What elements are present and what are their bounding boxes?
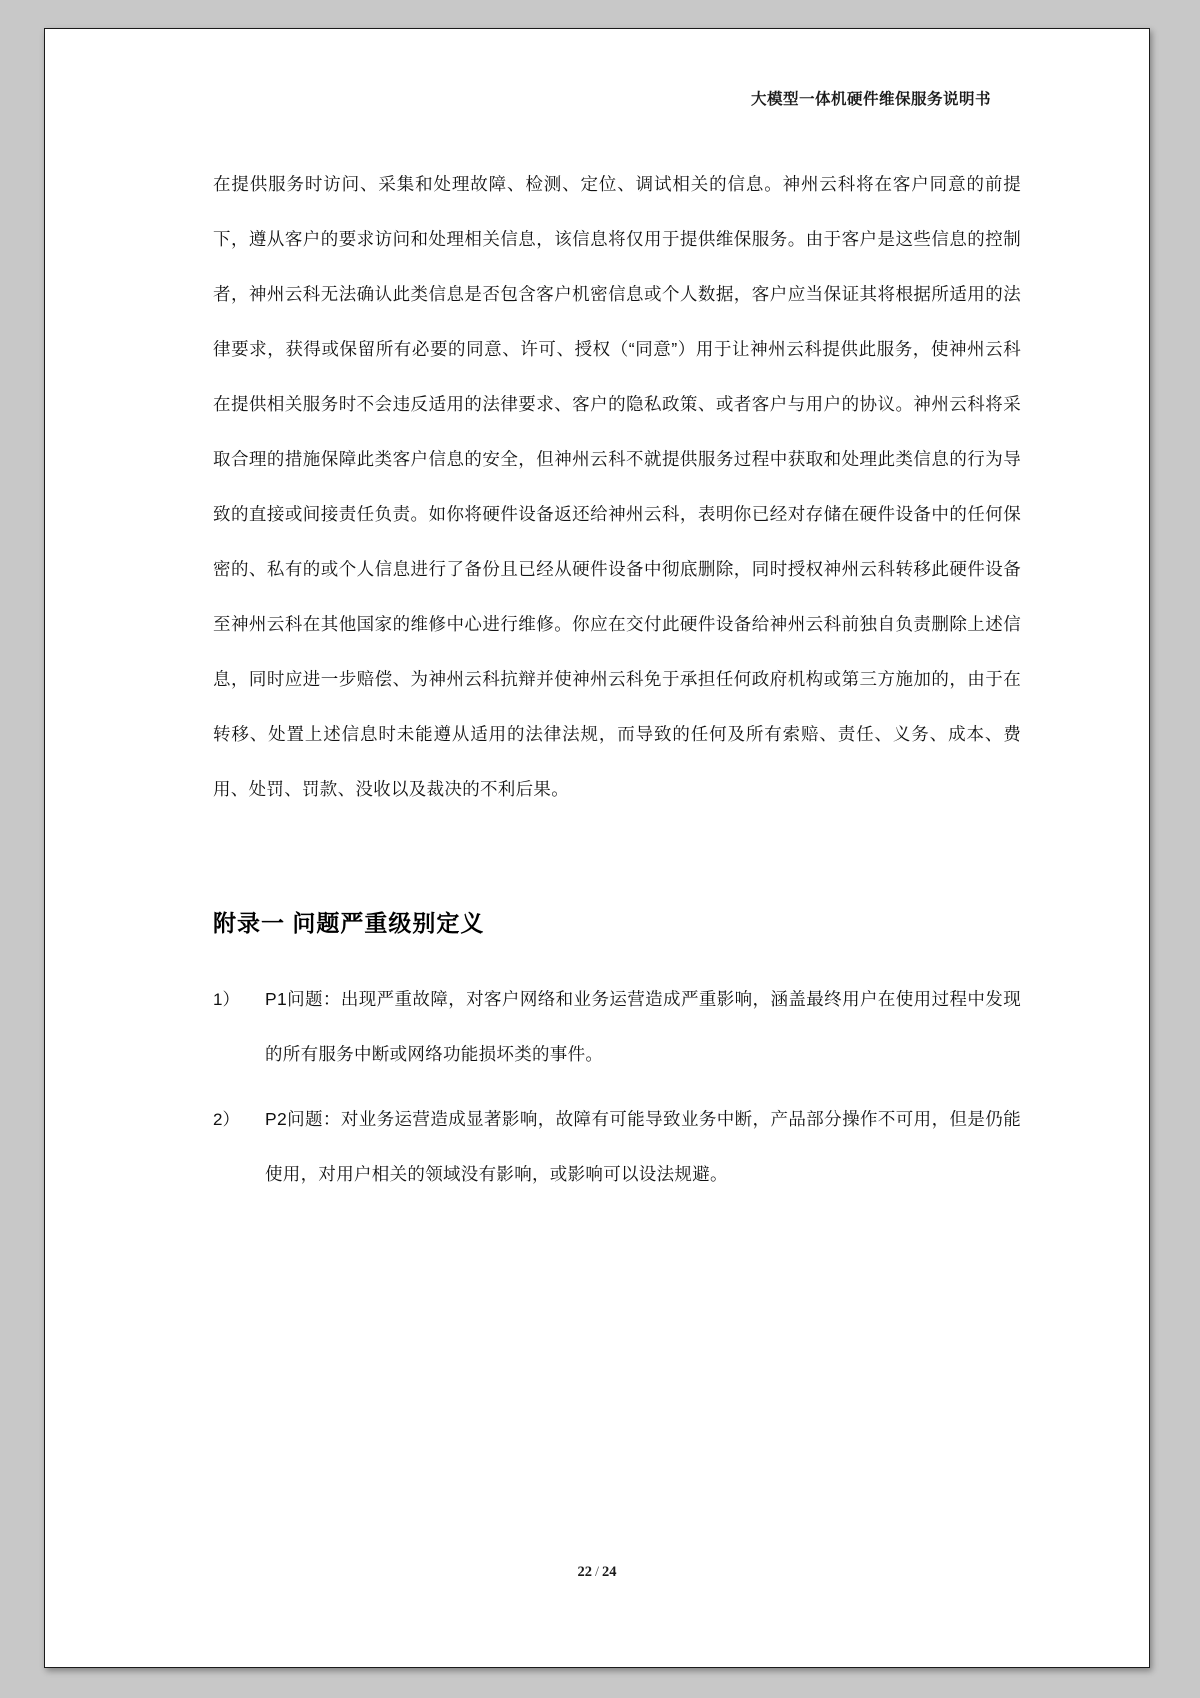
current-page-number: 22 [577, 1564, 592, 1580]
total-page-number: 24 [602, 1564, 617, 1580]
page-separator: / [594, 1564, 600, 1580]
list-item-text: P2问题：对业务运营造成显著影响，故障有可能导致业务中断，产品部分操作不可用，但是仍能使用，对用户相关的领域没有影响，或影响可以设法规避。 [265, 1109, 1021, 1184]
list-item [213, 1092, 1021, 1202]
severity-level-list [213, 972, 1021, 1202]
list-item-marker: 2） [213, 1110, 240, 1129]
page-footer [45, 1564, 1149, 1581]
page-content [213, 157, 1021, 1212]
appendix-heading: 附录一 问题严重级别定义 [213, 910, 485, 936]
list-item-marker: 1） [213, 990, 240, 1009]
list-item-text: P1问题：出现严重故障，对客户网络和业务运营造成严重影响，涵盖最终用户在使用过程中发现的所有服务中断或网络功能损坏类的事件。 [265, 989, 1021, 1064]
document-page [44, 28, 1150, 1668]
list-item [213, 972, 1021, 1082]
page-header-title: 大模型一体机硬件维保服务说明书 [750, 91, 991, 108]
body-paragraph: 在提供服务时访问、采集和处理故障、检测、定位、调试相关的信息。神州云科将在客户同意的前提下，遵从客户的要求访问和处理相关信息，该信息将仅用于提供维保服务。由于客户是这些信息的控制者，神州云科无法确认此类信息是否包含客户机密信息或个人数据，客户应当保证其将根据所适用的法律要求，获得或保留所有必要的同意、许可、授权（“同意”）用于让神州云科提供此服务，使神州云科在提供相关服务时不会违反适用的法律要求、客户的隐私政策、或者客户与用户的协议。神州云科将采取合理的措施保障此类客户信息的安全，但神州云科不就提供服务过程中获取和处理此类信息的行为导致的直接或间接责任负责。如你将硬件设备返还给神州云科，表明你已经对存储在硬件设备中的任何保密的、私有的或个人信息进行了备份且已经从硬件设备中彻底删除，同时授权神州云科转移此硬件设备至神州云科在其他国家的维修中心进行维修。你应在交付此硬件设备给神州云科前独自负责删除上述信息，同时应进一步赔偿、为神州云科抗辩并使神州云科免于承担任何政府机构或第三方施加的，由于在转移、处置上述信息时未能遵从适用的法律法规，而导致的任何及所有索赔、责任、义务、成本、费用、处罚、罚款、没收以及裁决的不利后果。 [213, 174, 1021, 799]
